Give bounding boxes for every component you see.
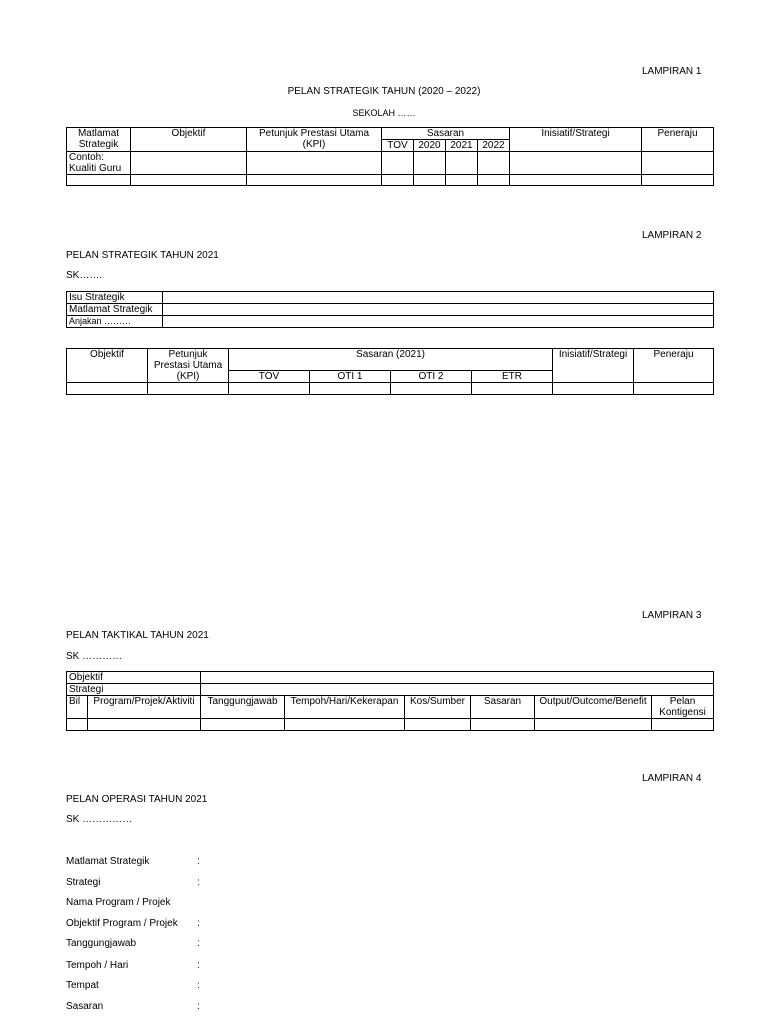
info-table-2 <box>66 291 714 328</box>
strategic-plan-table-1 <box>66 127 714 186</box>
example-cell: Contoh: Kualiti Guru <box>67 152 131 175</box>
header-objektif: Objektif <box>67 349 148 383</box>
header-2020: 2020 <box>414 140 446 152</box>
table-cell <box>472 383 553 395</box>
table-cell <box>67 719 88 731</box>
table-cell <box>535 719 652 731</box>
lampiran-2-title: PELAN STRATEGIK TAHUN 2021 <box>66 250 219 261</box>
header-peneraju: Peneraju <box>634 349 714 383</box>
field-label: Sasaran <box>66 1001 104 1012</box>
header-sasaran: Sasaran <box>471 696 535 719</box>
header-pelan: Pelan Kontigensi <box>652 696 714 719</box>
header-2022: 2022 <box>478 140 510 152</box>
table-cell <box>247 175 382 186</box>
form-row-objektif-program <box>66 918 326 932</box>
header-tanggungjawab: Tanggungjawab <box>201 696 285 719</box>
field-colon: : <box>197 877 200 888</box>
lampiran-2-label: LAMPIRAN 2 <box>642 230 702 241</box>
table-cell <box>310 383 391 395</box>
header-tov: TOV <box>382 140 414 152</box>
header-objektif: Objektif <box>131 128 247 152</box>
form-row-tempat <box>66 980 326 994</box>
field-colon: : <box>197 960 200 971</box>
table-cell <box>285 719 405 731</box>
header-kpi: Petunjuk Prestasi Utama (KPI) <box>247 128 382 152</box>
table-cell <box>634 383 714 395</box>
form-row-tanggungjawab <box>66 938 326 952</box>
form-row-tempoh <box>66 960 326 974</box>
header-program: Program/Projek/Aktiviti <box>88 696 201 719</box>
info-value <box>163 292 714 304</box>
lampiran-3-label: LAMPIRAN 3 <box>642 610 702 621</box>
form-row-strategi <box>66 877 326 891</box>
table-cell <box>553 383 634 395</box>
info-value <box>163 304 714 316</box>
table-cell <box>510 175 642 186</box>
field-label: Tempat <box>66 980 99 991</box>
table-cell <box>382 175 414 186</box>
table-cell <box>642 152 714 175</box>
header-matlamat: Matlamat Strategik <box>67 128 131 152</box>
field-colon: : <box>197 980 200 991</box>
info-label: Matlamat Strategik <box>67 304 163 316</box>
field-colon: : <box>197 856 200 867</box>
field-colon: : <box>197 1001 200 1012</box>
table-cell <box>391 383 472 395</box>
field-label: Matlamat Strategik <box>66 856 150 867</box>
form-row-matlamat <box>66 856 326 870</box>
table-cell <box>478 152 510 175</box>
info-value <box>163 316 714 328</box>
table-cell <box>131 175 247 186</box>
header-tov: TOV <box>229 370 310 382</box>
lampiran-1-subtitle: SEKOLAH …… <box>352 108 416 118</box>
table-cell <box>131 152 247 175</box>
objektif-value <box>201 672 714 684</box>
info-label: Isu Strategik <box>67 292 163 304</box>
form-row-sasaran <box>66 1001 326 1015</box>
table-cell <box>471 719 535 731</box>
header-2021: 2021 <box>446 140 478 152</box>
table-cell <box>229 383 310 395</box>
header-inisiatif: Inisiatif/Strategi <box>553 349 634 383</box>
strategic-plan-table-2 <box>66 348 714 395</box>
table-cell <box>478 175 510 186</box>
header-inisiatif: Inisiatif/Strategi <box>510 128 642 152</box>
header-kpi: Petunjuk Prestasi Utama (KPI) <box>148 349 229 383</box>
lampiran-1-title: PELAN STRATEGIK TAHUN (2020 – 2022) <box>287 86 481 97</box>
header-oti2: OTI 2 <box>391 370 472 382</box>
header-output: Output/Outcome/Benefit <box>535 696 652 719</box>
lampiran-4-subtitle: SK …………… <box>66 814 133 825</box>
table-cell <box>67 175 131 186</box>
table-cell <box>642 175 714 186</box>
header-kos: Kos/Sumber <box>405 696 471 719</box>
table-cell <box>446 152 478 175</box>
field-colon: : <box>197 938 200 949</box>
lampiran-2-subtitle: SK……. <box>66 270 103 281</box>
table-cell <box>414 152 446 175</box>
lampiran-4-title: PELAN OPERASI TAHUN 2021 <box>66 794 208 805</box>
strategi-label: Strategi <box>67 684 201 696</box>
field-label: Tempoh / Hari <box>66 960 129 971</box>
table-cell <box>88 719 201 731</box>
header-oti1: OTI 1 <box>310 370 391 382</box>
header-etr: ETR <box>472 370 553 382</box>
header-peneraju: Peneraju <box>642 128 714 152</box>
header-sasaran: Sasaran (2021) <box>229 349 553 371</box>
field-label: Tanggungjawab <box>66 938 137 949</box>
field-label: Nama Program / Projek <box>66 897 171 908</box>
table-cell <box>247 152 382 175</box>
field-label: Objektif Program / Projek <box>66 918 178 929</box>
lampiran-3-subtitle: SK ………… <box>66 651 123 662</box>
lampiran-3-title: PELAN TAKTIKAL TAHUN 2021 <box>66 630 209 641</box>
table-cell <box>414 175 446 186</box>
table-cell <box>510 152 642 175</box>
table-cell <box>405 719 471 731</box>
header-bil: Bil <box>67 696 88 719</box>
header-sasaran: Sasaran <box>382 128 510 140</box>
field-label: Strategi <box>66 877 101 888</box>
lampiran-1-label: LAMPIRAN 1 <box>642 66 702 77</box>
form-row-nama-program <box>66 897 326 911</box>
strategi-value <box>201 684 714 696</box>
header-tempoh: Tempoh/Hari/Kekerapan <box>285 696 405 719</box>
lampiran-4-label: LAMPIRAN 4 <box>642 773 702 784</box>
table-cell <box>382 152 414 175</box>
objektif-label: Objektif <box>67 672 201 684</box>
table-cell <box>67 383 148 395</box>
table-cell <box>201 719 285 731</box>
table-cell <box>148 383 229 395</box>
field-colon: : <box>197 918 200 929</box>
info-label: Anjakan ……… <box>67 316 163 328</box>
table-cell <box>446 175 478 186</box>
table-cell <box>652 719 714 731</box>
tactical-plan-table <box>66 671 714 731</box>
